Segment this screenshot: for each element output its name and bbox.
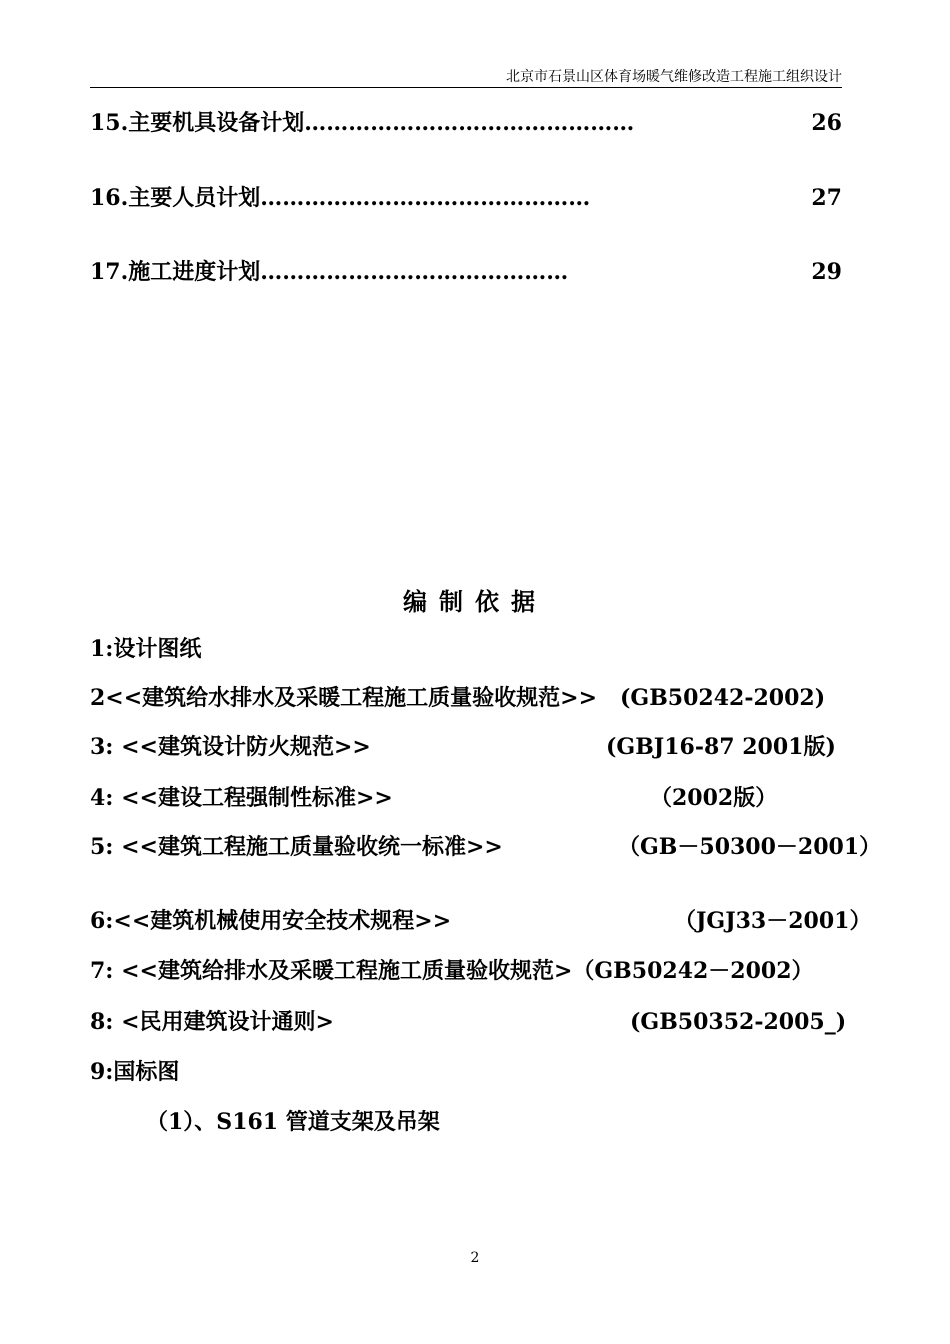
toc-leader-dots: …………………………………… <box>260 259 569 285</box>
basis-item-text: 2<<建筑给水排水及采暖工程施工质量验收规范>> <box>90 685 598 711</box>
page-number: 2 <box>470 1250 480 1266</box>
basis-item-text: （1）、S161 管道支架及吊架 <box>146 1109 440 1135</box>
basis-item <box>90 831 882 863</box>
toc-page-number: 27 <box>811 185 842 211</box>
basis-item <box>90 905 872 937</box>
basis-item-standard: (GB50242-2002) <box>620 685 826 711</box>
basis-item <box>90 1056 860 1088</box>
basis-item-text: 1:设计图纸 <box>90 636 202 662</box>
basis-item-text: 5: <<建筑工程施工质量验收统一标准>> <box>90 834 503 860</box>
toc-entry-label: 15.主要机具设备计划 <box>90 110 305 136</box>
basis-item <box>90 955 860 987</box>
basis-item-text: 4: <<建设工程强制性标准>> <box>90 785 393 811</box>
toc-entry[interactable] <box>90 108 842 138</box>
basis-item-standard: （JGJ33－2001） <box>674 908 872 934</box>
toc-entry[interactable] <box>90 257 842 287</box>
toc-page-number: 29 <box>811 259 842 285</box>
basis-item <box>90 633 860 665</box>
basis-item <box>90 1006 860 1038</box>
basis-item-text: 3: <<建筑设计防火规范>> <box>90 734 371 760</box>
page-header: 北京市石景山区体育场暖气维修改造工程施工组织设计 <box>506 69 842 85</box>
basis-item-standard: (GBJ16-87 2001版) <box>606 734 836 760</box>
basis-item <box>90 682 860 714</box>
basis-item-standard: （GB－50300－2001） <box>618 834 882 860</box>
basis-item <box>90 782 860 814</box>
section-title: 编制依据 <box>403 587 547 616</box>
basis-item-text: 8: <民用建筑设计通则> <box>90 1009 334 1035</box>
basis-item <box>90 1106 860 1138</box>
toc-leader-dots: ……………………………………… <box>260 185 591 211</box>
basis-item-text: 7: <<建筑给排水及采暖工程施工质量验收规范>（GB50242－2002） <box>90 958 814 984</box>
basis-item-text: 6:<<建筑机械使用安全技术规程>> <box>90 908 452 934</box>
header-divider <box>90 87 842 88</box>
toc-entry-label: 16.主要人员计划 <box>90 185 261 211</box>
toc-entry[interactable] <box>90 183 842 213</box>
basis-item-standard: （2002版） <box>650 785 778 811</box>
toc-page-number: 26 <box>811 110 842 136</box>
toc-entry-label: 17.施工进度计划 <box>90 259 261 285</box>
toc-leader-dots: ……………………………………… <box>304 110 635 136</box>
basis-item <box>90 731 860 763</box>
basis-item-text: 9:国标图 <box>90 1059 180 1085</box>
basis-item-standard: (GB50352-2005_) <box>630 1009 847 1035</box>
